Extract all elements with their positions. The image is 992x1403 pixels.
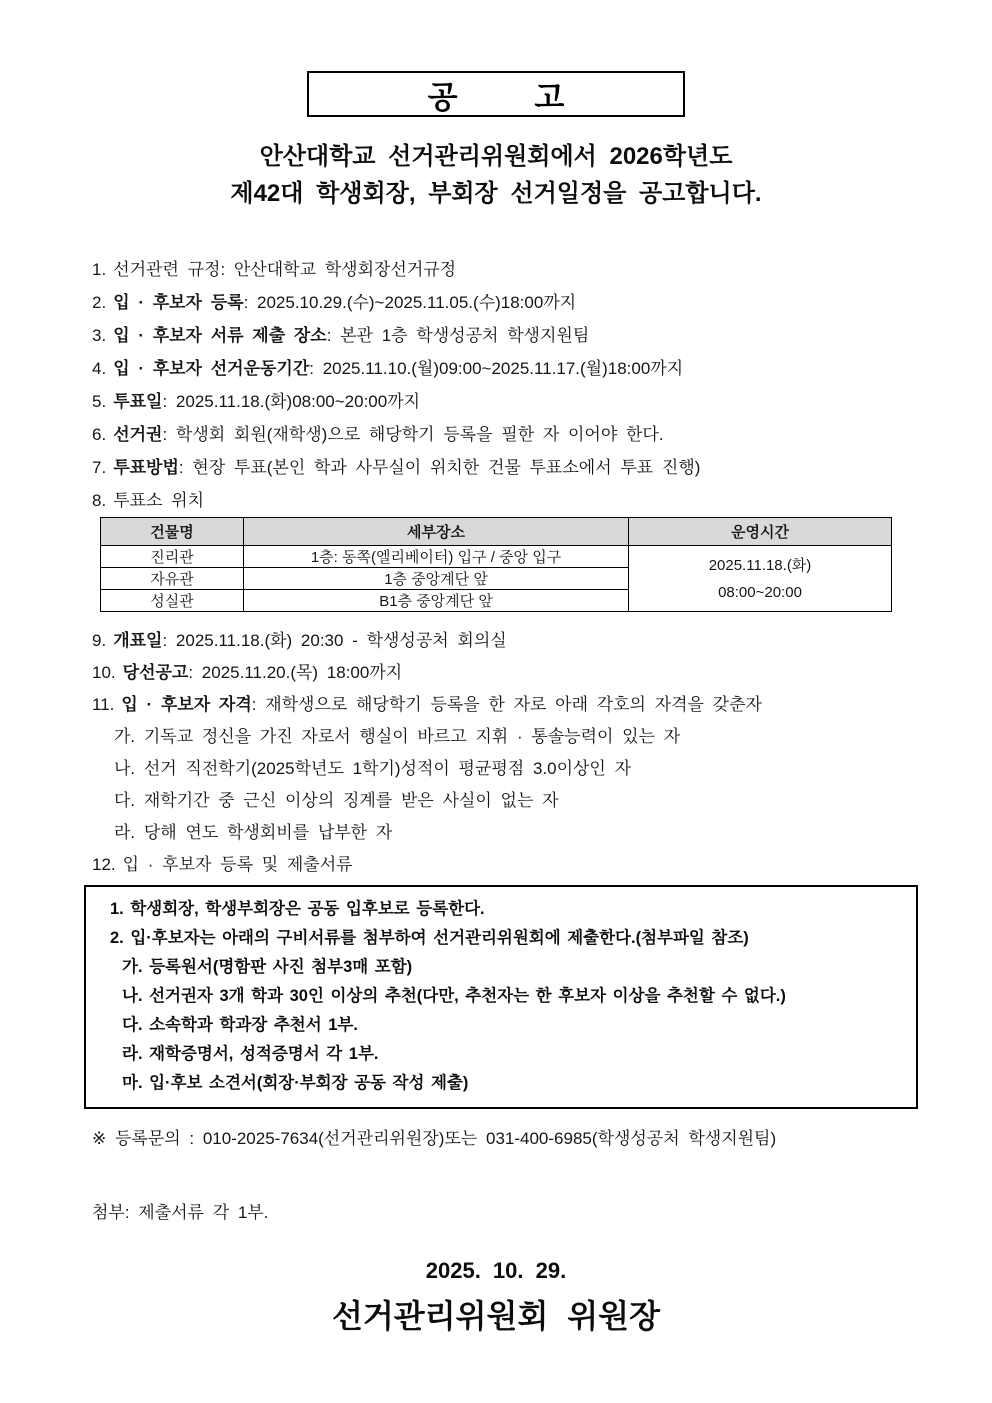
header-hours: 운영시간 bbox=[629, 518, 892, 546]
item-label: 입 · 후보자 등록 bbox=[113, 293, 244, 312]
list-item-3 bbox=[92, 319, 952, 352]
req-line-ra: 라. 재학증명서, 성적증명서 각 1부. bbox=[122, 1045, 379, 1063]
req-line-ga: 가. 등록원서(명함판 사진 첨부3매 포함) bbox=[122, 958, 413, 976]
qualification-item-na: 나. 선거 직전학기(2025학년도 1학기)성적이 평균평점 3.0이상인 자 bbox=[114, 759, 631, 778]
polling-place-table bbox=[100, 517, 892, 612]
hours-time: 08:00~20:00 bbox=[718, 583, 802, 601]
item-label: 입 · 후보자 자격 bbox=[121, 695, 252, 714]
list-item-2 bbox=[92, 286, 952, 319]
req-line-da: 다. 소속학과 학과장 추천서 1부. bbox=[122, 1016, 358, 1034]
item-text: : 현장 투표(본인 학과 사무실이 위치한 건물 투표소에서 투표 진행) bbox=[178, 458, 701, 477]
req-line-1: 1. 학생회장, 학생부회장은 공동 입후보로 등록한다. bbox=[110, 900, 485, 918]
item-text: : 2025.11.20.(목) 18:00까지 bbox=[188, 663, 403, 682]
list-item-5 bbox=[92, 385, 952, 418]
item-label: 투표일 bbox=[113, 392, 163, 411]
item-number: 1. bbox=[92, 260, 107, 279]
req-line-na: 나. 선거권자 3개 학과 30인 이상의 추천(다만, 추천자는 한 후보자 이상을 추천할 수 없다.) bbox=[122, 987, 786, 1005]
hours-date: 2025.11.18.(화) bbox=[708, 556, 812, 574]
item-text: 입 · 후보자 등록 및 제출서류 bbox=[122, 855, 353, 874]
req-line-2: 2. 입·후보자는 아래의 구비서류를 첨부하여 선거관리위원회에 제출한다.(첨부파일 참조) bbox=[110, 929, 749, 947]
item-label: 당선공고 bbox=[122, 663, 189, 682]
item-text: : 본관 1층 학생성공처 학생지원팀 bbox=[326, 326, 590, 345]
table-header-row bbox=[101, 518, 892, 546]
main-title-line2: 제42대 학생회장, 부회장 선거일정을 공고합니다. bbox=[230, 180, 762, 207]
item-number: 11. bbox=[92, 695, 115, 714]
item-text: : 2025.10.29.(수)~2025.11.05.(수)18:00까지 bbox=[243, 293, 577, 312]
location-cell: B1층 중앙계단 앞 bbox=[244, 590, 629, 612]
item-number: 9. bbox=[92, 631, 107, 650]
building-cell: 진리관 bbox=[101, 546, 244, 568]
list-item-10 bbox=[92, 657, 952, 689]
item-text: : 2025.11.18.(화)08:00~20:00까지 bbox=[162, 392, 421, 411]
building-cell: 성실관 bbox=[101, 590, 244, 612]
item-number: 2. bbox=[92, 293, 107, 312]
item-label: 선거권 bbox=[113, 425, 163, 444]
item-text: 투표소 위치 bbox=[113, 491, 205, 510]
list-item-1 bbox=[92, 253, 952, 286]
list-item-6 bbox=[92, 418, 952, 451]
item-label: 개표일 bbox=[113, 631, 163, 650]
item-label: 입 · 후보자 선거운동기간 bbox=[113, 359, 310, 378]
header-location: 세부장소 bbox=[244, 518, 629, 546]
item-number: 10. bbox=[92, 663, 116, 682]
item-text: 선거관련 규정: 안산대학교 학생회장선거규정 bbox=[113, 260, 457, 279]
footer-date: 2025. 10. 29. bbox=[425, 1258, 567, 1283]
item-text: : 2025.11.10.(월)09:00~2025.11.17.(월)18:00까지 bbox=[309, 359, 684, 378]
item-number: 12. bbox=[92, 855, 116, 874]
item-text: : 2025.11.18.(화) 20:30 - 학생성공처 회의실 bbox=[162, 631, 507, 650]
list-item-4 bbox=[92, 352, 952, 385]
building-cell: 자유관 bbox=[101, 568, 244, 590]
item-number: 6. bbox=[92, 425, 107, 444]
notice-title: 공 고 bbox=[427, 79, 599, 115]
list-item-7 bbox=[92, 451, 952, 484]
header-building: 건물명 bbox=[101, 518, 244, 546]
table-row bbox=[101, 546, 892, 568]
list-item-11 bbox=[92, 689, 952, 721]
qualification-item-da: 다. 재학기간 중 근신 이상의 징계를 받은 사실이 없는 자 bbox=[114, 791, 559, 810]
item-text: : 재학생으로 해당학기 등록을 한 자로 아래 각호의 자격을 갖춘자 bbox=[251, 695, 762, 714]
election-schedule-list bbox=[92, 253, 952, 517]
item-number: 4. bbox=[92, 359, 107, 378]
notice-title-box bbox=[307, 71, 685, 117]
location-cell: 1층: 동쪽(엘리베이터) 입구 / 중앙 입구 bbox=[244, 546, 629, 568]
item-label: 입 · 후보자 서류 제출 장소 bbox=[113, 326, 327, 345]
qualification-item-ra: 라. 당해 연도 학생회비를 납부한 자 bbox=[114, 823, 393, 842]
attachment-note: 첨부: 제출서류 각 1부. bbox=[92, 1203, 269, 1222]
contact-note: ※ 등록문의 : 010-2025-7634(선거관리위원장)또는 031-400-6985(학생성공처 학생지원팀) bbox=[92, 1129, 777, 1148]
item-number: 8. bbox=[92, 491, 107, 510]
footer-signature: 선거관리위원회 위원장 bbox=[331, 1298, 660, 1334]
main-title-line1: 안산대학교 선거관리위원회에서 2026학년도 bbox=[259, 143, 733, 170]
location-cell: 1층 중앙계단 앞 bbox=[244, 568, 629, 590]
qualification-item-ga: 가. 기독교 정신을 가진 자로서 행실이 바르고 지휘 · 통솔능력이 있는 자 bbox=[114, 727, 681, 746]
req-line-ma: 마. 입·후보 소견서(회장·부회장 공동 작성 제출) bbox=[122, 1074, 469, 1092]
main-title bbox=[0, 138, 992, 212]
item-number: 3. bbox=[92, 326, 107, 345]
list-item-9 bbox=[92, 625, 952, 657]
item-label: 투표방법 bbox=[113, 458, 179, 477]
list-item-8 bbox=[92, 484, 952, 517]
item-number: 5. bbox=[92, 392, 107, 411]
item-text: : 학생회 회원(재학생)으로 해당학기 등록을 필한 자 이어야 한다. bbox=[162, 425, 664, 444]
list-item-12 bbox=[92, 849, 952, 881]
item-number: 7. bbox=[92, 458, 107, 477]
election-schedule-list-continued bbox=[92, 625, 952, 881]
hours-cell bbox=[629, 546, 892, 612]
requirements-box bbox=[84, 885, 918, 1109]
